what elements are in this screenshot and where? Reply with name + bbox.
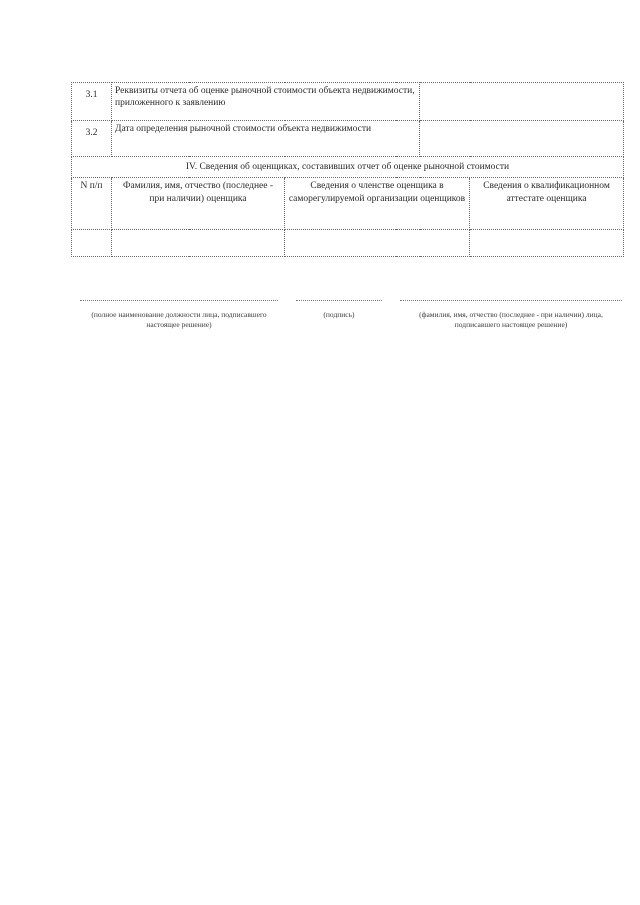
row-value [420,121,624,157]
table-row [72,121,624,157]
name-signature-field [400,300,622,330]
column-header-certificate: Сведения о квалификационном аттестате оценщика [470,178,624,230]
signature-field [296,300,382,320]
column-header-name: Фамилия, имя, отчество (последнее - при наличии) оценщика [112,178,285,230]
section-title-row [72,157,624,178]
table-cell [470,230,624,257]
name-line [400,300,622,301]
row-label: Дата определения рыночной стоимости объекта недвижимости [112,121,420,157]
column-header-membership: Сведения о членстве оценщика в саморегулируемой организации оценщиков [285,178,470,230]
signature-caption: (подпись) [323,310,355,319]
table-row [72,230,624,257]
row-value [420,83,624,121]
document-sheet [71,82,623,257]
position-signature-field [80,300,278,330]
row-label: Реквизиты отчета об оценке рыночной стоимости объекта недвижимости, приложенного к заявлению [112,83,420,121]
row-number: 3.2 [72,121,112,157]
table-cell [285,230,470,257]
row-number: 3.1 [72,83,112,121]
table-row [72,83,624,121]
table-header-row [72,178,624,230]
column-header-number: N п/п [72,178,112,230]
signature-line [296,300,382,301]
position-line [80,300,278,301]
valuation-form-table [71,82,624,257]
position-caption: (полное наименование должности лица, подписавшего настоящее решение) [91,310,267,330]
table-cell [72,230,112,257]
section-title: IV. Сведения об оценщиках, составивших отчет об оценке рыночной стоимости [72,157,624,178]
name-caption: (фамилия, имя, отчество (последнее - при наличии) лица, подписавшего настоящее решение) [419,310,603,330]
table-cell [112,230,285,257]
